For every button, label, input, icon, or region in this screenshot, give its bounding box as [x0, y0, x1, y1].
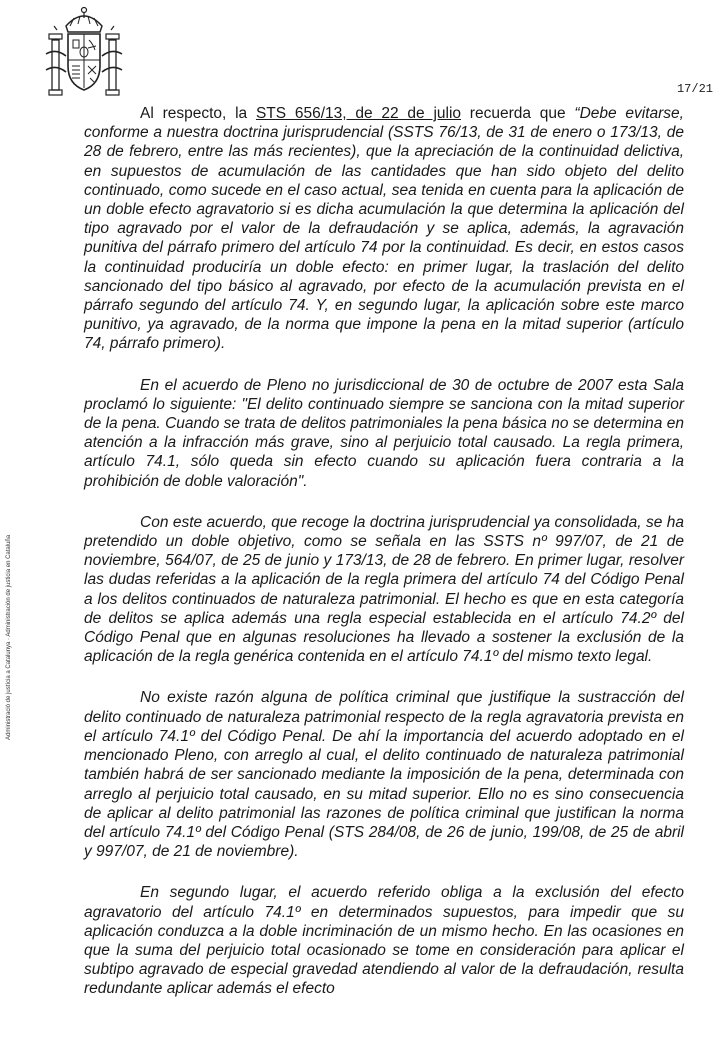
- paragraph-4-text: No existe razón alguna de política criminal que justifique la sustracción del delito continuado de naturaleza patrimonial respecto de la regla agravatoria prevista en el artículo 74.1º del Código Penal. De ahí la importancia del acuerdo adoptado en el mencionado Pleno, con arreglo al cual, el delito continuado de naturaleza patrimonial también habrá de ser sancionado mediante la imposición de la pena, determinada con arreglo al perjuicio total causado, en su mitad superior. Ello no es sino consecuencia de aplicar al delito patrimonial las razones de política criminal que justifican la norma del artículo 74.1º del Código Penal (STS 284/08, de 26 de junio, 199/08, de 25 de abril y 997/07, de 21 de noviembre).: [84, 689, 684, 861]
- paragraph-5-text: En segundo lugar, el acuerdo referido obliga a la exclusión del efecto agravatorio del artículo 74.1º en determinados supuestos, para impedir que su aplicación conduzca a la doble incriminación de un mismo hecho. En las ocasiones en que la suma del perjuicio total ocasionado se tome en consideración para aplicar el subtipo agravado de especial gravedad atendiendo al valor de la defraudación, resulta redundante aplicar además el efecto: [84, 884, 684, 998]
- document-body: [84, 104, 684, 1017]
- paragraph-1-intro: Al respecto, la: [140, 105, 256, 122]
- paragraph-1-mid: recuerda que: [461, 105, 575, 122]
- paragraph-2: [84, 376, 684, 491]
- paragraph-1-quote: “Debe evitarse, conforme a nuestra doctrina jurisprudencial (SSTS 76/13, de 31 de enero o 173/13, de 28 de febrero, entre las más recientes), que la apreciación de la continuidad delictiva, en supuestos de acumulación de las cantidades que han sido objeto del delito continuado, como sucede en el caso actual, sea tenida en cuenta para la aplicación de un doble efecto agravatorio si es dicha acumulación la que determina la aplicación del tipo agravado por el valor de la defraudación y se aplica, además, la agravación punitiva del párrafo primero del artículo 74 por la continuidad. Es decir, en estos casos la continuidad produciría un doble efecto: en primer lugar, la traslación del delito sancionado del tipo básico al agravado, por efecto de la acumulación prevista en el párrafo segundo del artículo 74. Y, en segundo lugar, la aplicación sobre este marco punitivo, ya agravado, de la norma que impone la pena en la mitad superior (artículo 74, párrafo primero).: [84, 105, 684, 353]
- coat-of-arms-emblem: [44, 4, 124, 104]
- citation-sts-656-13: STS 656/13, de 22 de julio: [255, 105, 462, 122]
- paragraph-3: [84, 513, 684, 667]
- paragraph-5: [84, 883, 684, 998]
- paragraph-4: [84, 688, 684, 861]
- side-margin-note: Administració de justícia a Catalunya · Administración de justicia en Cataluña: [6, 534, 12, 740]
- paragraph-3-text: Con este acuerdo, que recoge la doctrina jurisprudencial ya consolidada, se ha pretendido un doble objetivo, como se señala en las SSTS nº 997/07, de 21 de noviembre, 564/07, de 25 de junio y 173/13, de 28 de febrero. En primer lugar, resolver las dudas referidas a la aplicación de la regla primera del artículo 74 del Código Penal a los delitos continuados de naturaleza patrimonial. El hecho es que en esta categoría de delitos se aplica además una regla especial establecida en el artículo 74.2º del Código Penal que en algunas resoluciones ha llevado a sostener la exclusión de la aplicación de la regla genérica contenida en el artículo 74.1º del mismo texto legal.: [84, 513, 684, 666]
- paragraph-2-text: En el acuerdo de Pleno no jurisdiccional de 30 de octubre de 2007 esta Sala proclamó lo siguiente: "El delito continuado siempre se sanciona con la mitad superior de la pena. Cuando se trata de delitos patrimoniales la pena básica no se determina en atención a la infracción más grave, sino al perjuicio total causado. La regla primera, artículo 74.1, sólo queda sin efecto cuando su aplicación fuera contraria a la prohibición de doble valoración".: [84, 376, 684, 490]
- paragraph-1: [84, 104, 684, 354]
- page-number: 17/21: [676, 82, 713, 96]
